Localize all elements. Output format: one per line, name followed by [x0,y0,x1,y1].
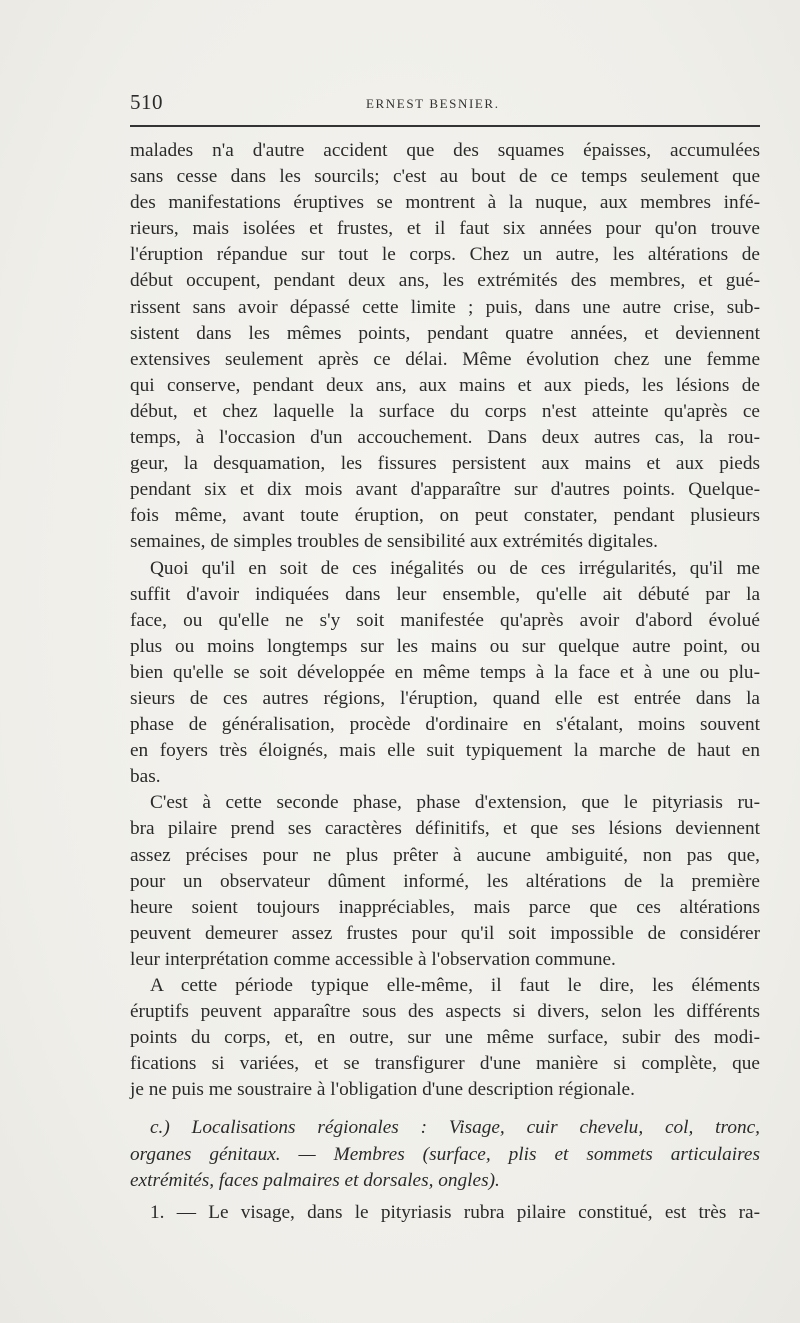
text-line: malades n'a d'autre accident que des squames épaisses, accumulées [130,140,760,161]
text-line: peuvent demeurer assez frustes pour qu'il soit impossible de considérer [130,922,760,944]
text-line: points du corps, et, en outre, sur une même surface, subir des modi- [130,1027,760,1049]
text-line: leur interprétation comme accessible à l'observation commune. [130,948,616,970]
text-line: sieurs de ces autres régions, l'éruption, quand elle est entrée dans la [130,687,760,709]
text-line: pendant six et dix mois avant d'apparaître sur d'autres points. Quelque- [130,479,760,501]
text-line: plus ou moins longtemps sur les mains ou sur quelque autre point, ou [130,635,760,657]
text-line: je ne puis me soustraire à l'obligation d'une description régionale. [130,1079,635,1101]
text-line: C'est à cette seconde phase, phase d'extension, que le pityriasis ru- [150,792,760,814]
text-line: A cette période typique elle-même, il faut le dire, les éléments [150,975,760,996]
text-line: organes génitaux. — Membres (surface, plis et sommets articulaires [130,1143,760,1165]
page-header [130,90,760,120]
text-line: rieurs, mais isolées et frustes, et il faut six années pour qu'on trouve [130,218,760,240]
text-line: c.) Localisations régionales : Visage, cuir chevelu, col, tronc, [150,1117,760,1139]
text-line: extrémités, faces palmaires et dorsales, ongles). [130,1169,500,1191]
body-text [130,138,760,1226]
text-line: extensives seulement après ce délai. Même évolution chez une femme [130,348,760,370]
text-line: début, et chez laquelle la surface du corps n'est atteinte qu'après ce [130,400,760,422]
text-line: fois même, avant toute éruption, on peut constater, pendant plusieurs [130,505,760,527]
text-line: début occupent, pendant deux ans, les extrémités des membres, et gué- [130,270,760,292]
text-line: suffit d'avoir indiquées dans leur ensemble, qu'elle ait débuté par la [130,583,760,605]
text-line: éruptifs peuvent apparaître sous des aspects si divers, selon les différents [130,1001,760,1023]
text-line: qui conserve, pendant deux ans, aux mains et aux pieds, les lésions de [130,374,760,396]
running-head: ERNEST BESNIER. [366,96,500,111]
header-rule [130,125,760,127]
text-line: face, ou qu'elle ne s'y soit manifestée qu'après avoir d'abord évolué [130,609,760,631]
text-line: heure soient toujours inappréciables, mais parce que ces altérations [130,896,760,918]
text-line: assez précises pour ne plus prêter à aucune ambiguité, non pas que, [130,844,760,866]
text-line: bien qu'elle se soit développée en même temps à la face et à une ou plu- [130,661,760,683]
text-line: rissent sans avoir dépassé cette limite ; puis, dans une autre crise, sub- [130,296,760,318]
text-line: bra pilaire prend ses caractères définitifs, et que ses lésions deviennent [130,818,760,840]
page-number: 510 [130,90,163,114]
text-line: sans cesse dans les sourcils; c'est au bout de ce temps seulement que [130,166,760,188]
text-line: temps, à l'occasion d'un accouchement. Dans deux autres cas, la rou- [130,427,760,449]
section-heading [130,1115,760,1193]
text-line: fications si variées, et se transfigurer d'une manière si complète, que [130,1053,760,1075]
text-line: phase de généralisation, procède d'ordinaire en s'étalant, moins souvent [130,714,760,736]
text-line: Quoi qu'il en soit de ces inégalités ou de ces irrégularités, qu'il me [150,557,760,579]
text-line: geur, la desquamation, les fissures persistent aux mains et aux pieds [130,453,760,475]
final-line: 1. — Le visage, dans le pityriasis rubra pilaire constitué, est très ra- [150,1201,760,1223]
text-line: bas. [130,766,161,788]
text-line: pour un observateur dûment informé, les altérations de la première [130,870,760,892]
main-paragraphs [130,138,760,1103]
text-line: en foyers très éloignés, mais elle suit typiquement la marche de haut en [130,740,760,762]
text-line: l'éruption répandue sur tout le corps. Chez un autre, les altérations de [130,244,760,266]
text-line: des manifestations éruptives se montrent à la nuque, aux membres infé- [130,192,760,214]
text-line: semaines, de simples troubles de sensibilité aux extrémités digitales. [130,531,658,553]
text-line: sistent dans les mêmes points, pendant quatre années, et deviennent [130,322,760,344]
section-gap [130,1103,760,1115]
